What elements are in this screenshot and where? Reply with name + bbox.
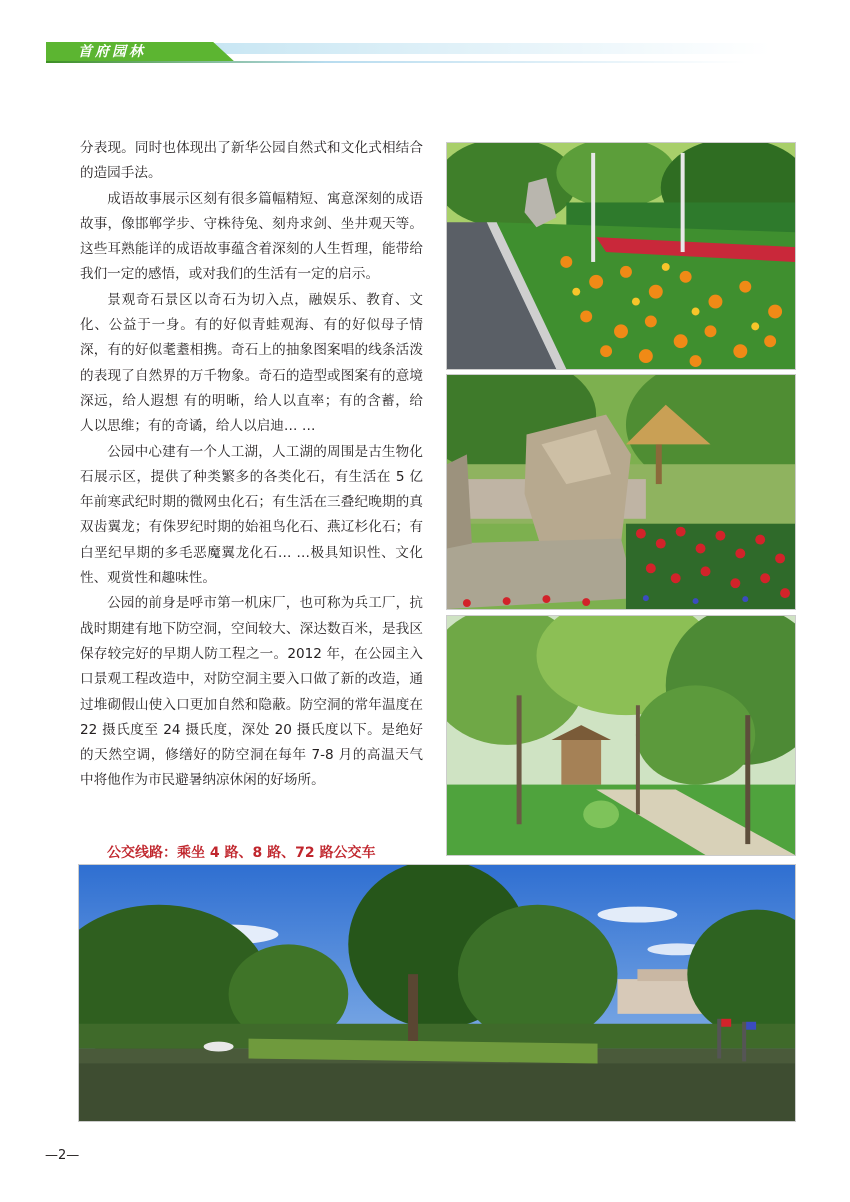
- paragraph: 分表现。同时也体现出了新华公园自然式和文化式相结合的造园手法。: [80, 140, 423, 182]
- paragraph: 公园中心建有一个人工湖，人工湖的周围是古生物化石展示区，提供了种类繁多的各类化石，有生活在 5 亿年前寒武纪时期的微网虫化石；有生活在三叠纪晚期的真双齿翼龙；有侏罗纪时期的始祖鸟化石、燕辽杉化石；有白垩纪早期的多毛恶魔翼龙化石… …极具知识性、文化性、观赏性和趣味性。: [80, 443, 423, 587]
- header-band: [210, 43, 770, 54]
- paragraph: 成语故事展示区刻有很多篇幅精短、寓意深刻的成语故事，像邯郸学步、守株待兔、刻舟求剑、坐井观天等。这些耳熟能详的成语故事蕴含着深刻的人生哲理，能带给我们一定的感悟，或对我们的生活有一定的启示。: [80, 190, 423, 283]
- photo-tree-lawn: [446, 615, 796, 856]
- paragraph: 景观奇石景区以奇石为切入点，融娱乐、教育、文化、公益于一身。有的好似青蛙观海、有的好似母子情深，有的好似耄耋相携。奇石上的抽象图案唱的线条活泼的表现了自然界的万千物象。奇石的造型或图案有的意境深远，给人遐想 有的明晰，给人以直率；有的含蓄，给人以思维；有的奇谲，给人以启迪… …: [80, 291, 423, 435]
- photo-lake-panorama: [78, 864, 796, 1122]
- bus-route-note: 公交线路：乘坐 4 路、8 路、72 路公交车: [107, 845, 376, 861]
- page-number: —2—: [45, 1148, 80, 1163]
- photo-boulder-pavilion: [446, 374, 796, 610]
- section-label: 首府园林: [78, 44, 146, 60]
- header-rule: [46, 61, 746, 63]
- article-body: [80, 136, 423, 794]
- paragraph: 公园的前身是呼市第一机床厂，也可称为兵工厂，抗战时期建有地下防空洞，空间较大、深达数百米，是我区保存较完好的早期人防工程之一。2012 年，在公园主入口景观工程改造中，对防空洞主要入口做了新的改造，通过堆砌假山使入口更加自然和隐蔽。防空洞的常年温度在 22 摄氏度至 24 摄氏度，深处 20 摄氏度以下。是绝好的天然空调，修缮好的防空洞在每年 7-8 月的高温天气中将他作为市民避暑纳凉休闲的好场所。: [80, 595, 423, 789]
- photo-flowerbed-path: [446, 142, 796, 370]
